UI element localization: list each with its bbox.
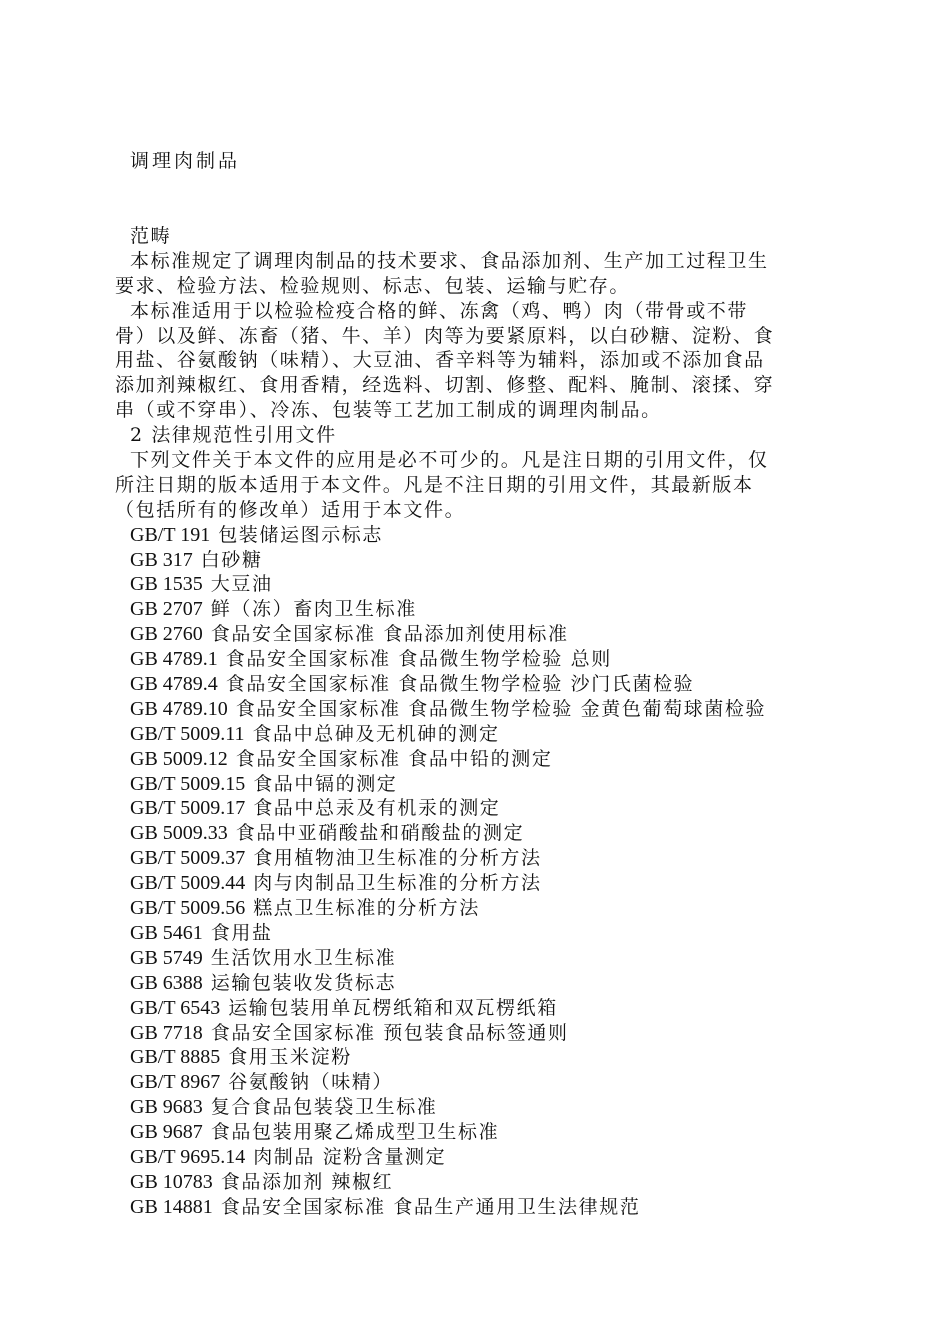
reference-code: GB 1535	[130, 573, 203, 596]
reference-code: GB 14881	[130, 1195, 213, 1218]
reference-code: GB/T 5009.56	[130, 897, 246, 920]
reference-code: GB/T 8885	[130, 1046, 221, 1069]
reference-item	[115, 1070, 830, 1095]
reference-item	[115, 1045, 830, 1070]
reference-item	[115, 796, 830, 821]
references-intro-line: 下列文件关于本文件的应用是必不可少的。凡是注日期的引用文件，仅	[130, 449, 769, 472]
reference-code: GB 5009.33	[130, 822, 228, 845]
reference-item	[115, 647, 830, 672]
reference-item	[115, 572, 830, 597]
reference-item	[115, 772, 830, 797]
references-intro-line: 所注日期的版本适用于本文件。凡是不注日期的引用文件，其最新版本	[115, 473, 754, 496]
reference-title: 运输包装收发货标志	[210, 971, 397, 994]
reference-title: 食品安全国家标准 预包装食品标签通则	[210, 1021, 569, 1044]
reference-code: GB/T 191	[130, 523, 211, 546]
reference-title: 生活饮用水卫生标准	[210, 946, 397, 969]
reference-item	[115, 971, 830, 996]
scope-paragraph-line: 骨）以及鲜、冻畜（猪、牛、羊）肉等为要紧原料，以白砂糖、淀粉、食	[115, 324, 775, 347]
scope-paragraph-line: 本标准规定了调理肉制品的技术要求、食品添加剂、生产加工过程卫生	[130, 249, 769, 272]
reference-item	[115, 697, 830, 722]
reference-title: 食品安全国家标准 食品微生物学检验 金黄色葡萄球菌检验	[235, 697, 767, 720]
reference-code: GB/T 8967	[130, 1071, 221, 1094]
reference-title: 白砂糖	[200, 548, 263, 571]
reference-code: GB 5461	[130, 921, 203, 944]
reference-title: 复合食品包装袋卫生标准	[210, 1096, 438, 1119]
reference-title: 食品包装用聚乙烯成型卫生标准	[210, 1121, 500, 1144]
document-title: 调理肉制品	[130, 150, 241, 172]
reference-item	[115, 548, 830, 573]
reference-item	[115, 597, 830, 622]
reference-title: 食品中亚硝酸盐和硝酸盐的测定	[235, 822, 525, 845]
reference-title: 食品安全国家标准 食品生产通用卫生法律规范	[220, 1195, 641, 1218]
reference-code: GB 9687	[130, 1121, 203, 1144]
reference-code: GB 9683	[130, 1096, 203, 1119]
reference-title: 大豆油	[210, 573, 273, 596]
reference-item	[115, 747, 830, 772]
reference-title: 食用植物油卫生标准的分析方法	[253, 847, 542, 870]
reference-title: 食品安全国家标准 食品添加剂使用标准	[210, 623, 569, 646]
reference-code: GB/T 5009.17	[130, 797, 246, 820]
reference-code: GB/T 5009.44	[130, 872, 246, 895]
reference-code: GB 6388	[130, 971, 203, 994]
reference-title: 食品中总汞及有机汞的测定	[253, 797, 501, 820]
scope-paragraph-line: 添加剂辣椒红、食用香精，经选料、切割、修整、配料、腌制、滚揉、穿	[115, 374, 775, 397]
reference-code: GB 5009.12	[130, 747, 228, 770]
scope-paragraph-line: 要求、检验方法、检验规则、标志、包装、运输与贮存。	[115, 274, 631, 297]
reference-code: GB/T 9695.14	[130, 1145, 246, 1168]
reference-title: 谷氨酸钠（味精）	[228, 1071, 394, 1094]
reference-item	[115, 1195, 830, 1220]
reference-item	[115, 921, 830, 946]
reference-item	[115, 1120, 830, 1145]
reference-code: GB 5749	[130, 946, 203, 969]
reference-item	[115, 1145, 830, 1170]
reference-title: 食品安全国家标准 食品微生物学检验 总则	[225, 648, 612, 671]
scope-paragraph-line: 串（或不穿串）、冷冻、包装等工艺加工制成的调理肉制品。	[115, 399, 662, 422]
reference-title: 运输包装用单瓦楞纸箱和双瓦楞纸箱	[228, 996, 558, 1019]
reference-code: GB 4789.1	[130, 648, 218, 671]
reference-title: 糕点卫生标准的分析方法	[253, 897, 480, 920]
scope-paragraph-line: 本标准适用于以检验检疫合格的鲜、冻禽（鸡、鸭）肉（带骨或不带	[130, 299, 749, 322]
reference-title: 鲜（冻）畜肉卫生标准	[210, 598, 417, 621]
reference-code: GB/T 6543	[130, 996, 221, 1019]
reference-title: 食用玉米淀粉	[228, 1046, 352, 1069]
reference-code: GB 10783	[130, 1170, 213, 1193]
reference-title: 食品安全国家标准 食品中铅的测定	[235, 747, 553, 770]
reference-item	[115, 946, 830, 971]
reference-code: GB 2707	[130, 598, 203, 621]
reference-item	[115, 821, 830, 846]
reference-code: GB 4789.10	[130, 697, 228, 720]
scope-heading: 范畴	[130, 225, 172, 247]
reference-code: GB/T 5009.15	[130, 772, 246, 795]
reference-item	[115, 846, 830, 871]
reference-title: 包装储运图示标志	[218, 523, 384, 546]
reference-code: GB/T 5009.11	[130, 722, 245, 745]
reference-item	[115, 1170, 830, 1195]
reference-title: 食品安全国家标准 食品微生物学检验 沙门氏菌检验	[225, 673, 695, 696]
reference-item	[115, 722, 830, 747]
reference-item	[115, 622, 830, 647]
reference-item	[115, 896, 830, 921]
reference-code: GB 4789.4	[130, 673, 218, 696]
references-heading: 2 法律规范性引用文件	[130, 424, 337, 447]
reference-code: GB 7718	[130, 1021, 203, 1044]
reference-item	[115, 1095, 830, 1120]
reference-item	[115, 1021, 830, 1046]
reference-title: 食用盐	[210, 921, 273, 944]
scope-paragraph-line: 用盐、谷氨酸钠（味精）、大豆油、香辛料等为辅料，添加或不添加食品	[115, 349, 765, 372]
reference-list	[115, 523, 830, 1220]
reference-title: 肉与肉制品卫生标准的分析方法	[253, 872, 542, 895]
reference-item	[115, 871, 830, 896]
reference-item	[115, 523, 830, 548]
reference-title: 食品添加剂 辣椒红	[220, 1170, 394, 1193]
reference-title: 食品中镉的测定	[253, 772, 398, 795]
reference-title: 食品中总砷及无机砷的测定	[252, 722, 500, 745]
reference-item	[115, 672, 830, 697]
reference-code: GB/T 5009.37	[130, 847, 246, 870]
reference-code: GB 2760	[130, 623, 203, 646]
reference-item	[115, 996, 830, 1021]
reference-code: GB 317	[130, 548, 193, 571]
document-body	[115, 224, 830, 1220]
references-intro-line: （包括所有的修改单）适用于本文件。	[115, 498, 466, 521]
reference-title: 肉制品 淀粉含量测定	[253, 1145, 447, 1168]
